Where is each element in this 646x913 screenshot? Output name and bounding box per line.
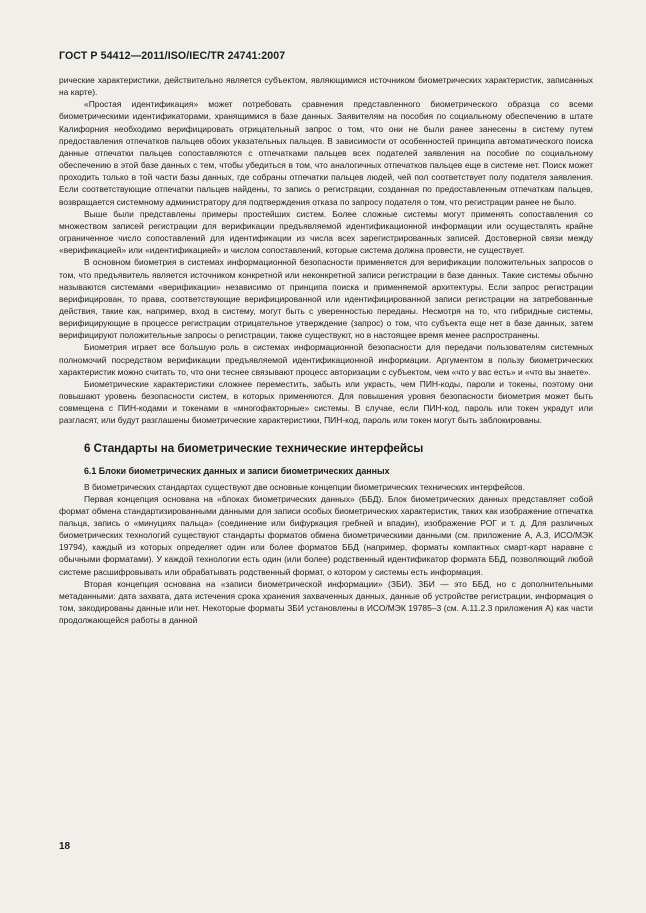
paragraph: В биометрических стандартах существуют две основные концепции биометрических технических интерфейсов. bbox=[84, 481, 525, 492]
document-body bbox=[59, 74, 593, 626]
section-heading: 6 Стандарты на биометрические технические интерфейсы bbox=[84, 441, 424, 455]
paragraph: Первая концепция основана на «блоках биометрических данных» (ББД). Блок биометрических данных представляет собой формат обмена стандартизированными данными для записи особых биометрических характеристик, таких как изображение отпечатка пальца, запись о «минуциях пальца» (соединение или бифуркация гребней и впадин), изображение РОГ и т. д. Для различных биометрических технологий существуют стандарты форматов обмена биометрическими данными (см. приложение А, А.3, ИСО/МЭК 19794), каждый из которых определяет один или более форматов ББД (например, форматы компактных смарт-карт наравне с обычными форматами). У каждой технологии есть один (или более) родственный идентификатор формата ББД, позволяющий любой системе расшифровывать или обрабатывать родственный формат, о котором у системы есть информация. bbox=[59, 493, 593, 577]
paragraph: Выше были представлены примеры простейших систем. Более сложные системы могут применять сопоставления со множеством записей регистрации для верификации предъявляемой идентификационной информации или осуществлять крайне ограниченное число сопоставлений для идентификации из числа всех зарегистрированных записей. Достоверной связи между «верификацией» или «идентификацией» и числом сопоставлений, которые система должна провести, не существует. bbox=[59, 208, 593, 256]
paragraph: Биометрические характеристики сложнее переместить, забыть или украсть, чем ПИН-коды, пароли и токены, поэтому они повышают уровень безопасности систем, в которых применяются. Для повышения уровня безопасности биометрия может быть совмещена с ПИН-кодами и токенами в «многофакторные» системы. В случае, если ПИН-код, пароль или токен украдут или разгласят, или будут разглашены биометрические характеристики, ПИН-код, пароль или токен могут быть заблокированы. bbox=[59, 378, 593, 426]
paragraph: «Простая идентификация» может потребовать сравнения представленного биометрического образца со всеми биометрическими идентификаторами, хранящимися в базе данных. Заявителям на пособия по социальному обеспечению в штате Калифорния необходимо верифицировать отрицательный запрос о том, что они не были ранее занесены в систему путем предоставления отпечатков пальцев обоих указательных пальцев. В зависимости от особенностей принципа автоматического поиска данные отпечатки пальцев сопоставляются с отпечатками пальцев всех подателей заявления на пособие по социальному обеспечению в этой базе данных с тем, чтобы убедиться в том, что аналогичных отпечатков пальцев еще в системе нет. Поиск может проходить только в той части базы данных, где собраны отпечатки пальцев людей, чей пол соответствует полу подателя заявления. Если соответствующие отпечатки пальцев найдены, то запись о регистрации, созданная по предоставленным отпечаткам пальцев, возвращается системному администратору для подтверждения отказа по запросу подателя о том, что регистрации ранее не было. bbox=[59, 99, 593, 207]
paragraph: рические характеристики, действительно является субъектом, являющимися источником биометрических характеристик, записанных на карте). bbox=[59, 75, 593, 98]
subsection-heading: 6.1 Блоки биометрических данных и записи биометрических данных bbox=[84, 465, 390, 476]
paragraph: В основном биометрия в системах информационной безопасности применяется для верификации положительных запросов о том, что предъявитель является источником конкретной или неконкретной записи регистрации в базе данных. Такие системы обычно называются системами «верификации» независимо от принципа поиска и применяемой архитектуры. Если запрос регистрации верифицирован, то права, соответствующие верифицированной или идентифицированной записи регистрации на затребованные действия, такие как, например, вход в систему, могут быть с уверенностью переданы. Несмотря на то, что гибридные системы, верифицирующие в процессе регистрации отрицательное утверждение (запрос) о том, что субъекта еще нет в базе данных, затем верифицируют положительные запросы о регистрации, также существуют, но в настоящее время менее распространены. bbox=[59, 257, 593, 341]
paragraph: Биометрия играет все большую роль в системах информационной безопасности для передачи пользователям системных полномочий посредством верификации предъявляемой идентификационной информации. Аргументом в пользу биометрических характеристик можно считать то, что они теснее связывают процесс авторизации с субъектом, чем «что у вас есть» и «что вы знаете». bbox=[59, 342, 593, 377]
page-number: 18 bbox=[59, 841, 71, 852]
paragraph: Вторая концепция основана на «записи биометрической информации» (ЗБИ). ЗБИ — это ББД, но с дополнительными метаданными: дата захвата, дата истечения срока хранения захваченных данных, данные об устройстве регистрации, информация о том, закодированы данные или нет. Некоторые форматы ЗБИ установлены в ИСО/МЭК 19785–3 (см. А.11.2.3 приложения А) как части продолжающейся работы в данной bbox=[59, 578, 593, 626]
document-header: ГОСТ Р 54412—2011/ISO/IEC/TR 24741:2007 bbox=[59, 50, 286, 62]
